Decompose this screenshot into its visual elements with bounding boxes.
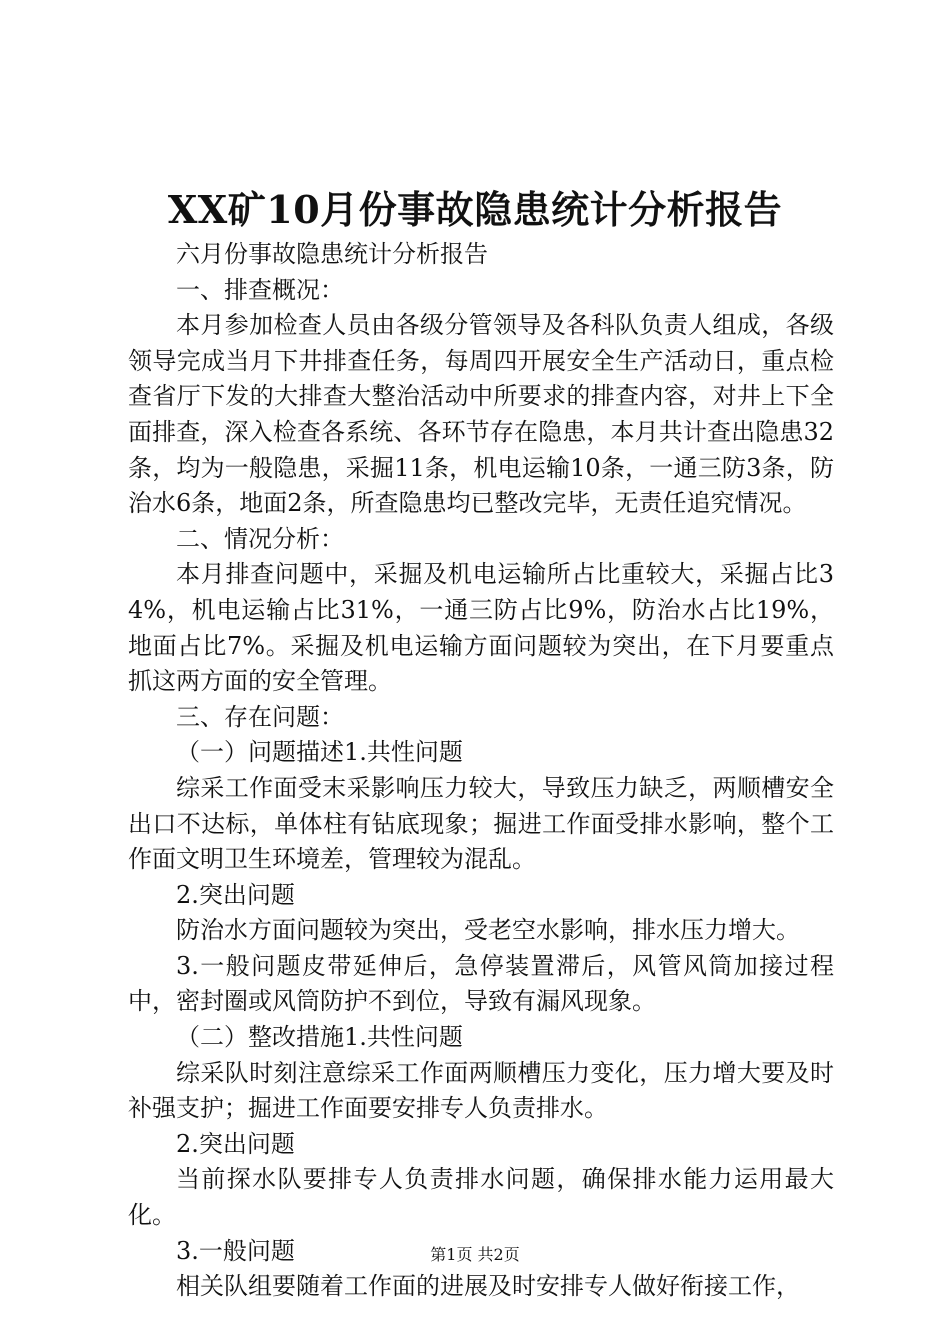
overview-paragraph: 本月参加检查人员由各级分管领导及各科队负责人组成，各级领导完成当月下井排查任务，每周四开展安全生产活动日，重点检查省厅下发的大排查大整治活动中所要求的排查内容，对井上下全面排查，深入检查各系统、各环节存在隐患，本月共计查出隐患32条，均为一般隐患，采掘11条，机电运输10条，一通三防3条，防治水6条，地面2条，所查隐患均已整改完毕，无责任追究情况。 [128,311,834,518]
common-problem-paragraph: 综采工作面受末采影响压力较大，导致压力缺乏，两顺槽安全出口不达标，单体柱有钻底现象；掘进工作面受排水影响，整个工作面文明卫生环境差，管理较为混乱。 [128,773,834,874]
section-heading-overview: 一、排查概况： [176,275,344,304]
prominent-measure-paragraph: 当前探水队要排专人负责排水问题，确保排水能力运用最大化。 [128,1165,834,1230]
section-heading-analysis: 二、情况分析： [176,524,344,553]
analysis-paragraph: 本月排查问题中，采掘及机电运输所占比重较大，采掘占比34%，机电运输占比31%，一通三防占比9%，防治水占比19%，地面占比7%。采掘及机电运输方面问题较为突出，在下月要重点抓这两方面的安全管理。 [128,560,834,696]
subheading-problem-description: （一）问题描述1.共性问题 [176,738,463,767]
prominent-problem-paragraph: 防治水方面问题较为突出，受老空水影响，排水压力增大。 [176,916,800,945]
subheading-prominent-problem: 2.突出问题 [176,880,295,909]
document-body [128,237,834,1305]
subtitle-paragraph: 六月份事故隐患统计分析报告 [176,240,488,268]
general-measure-paragraph: 相关队组要随着工作面的进展及时安排专人做好衔接工作， [176,1272,800,1301]
document-title: XX矿10月份事故隐患统计分析报告 [167,187,783,232]
page-footer: 第1页 共2页 [430,1245,520,1264]
section-heading-problems: 三、存在问题： [176,702,344,731]
common-measure-paragraph: 综采队时刻注意综采工作面两顺槽压力变化，压力增大要及时补强支护；掘进工作面要安排专人负责排水。 [128,1058,834,1123]
subheading-rectification: （二）整改措施1.共性问题 [176,1023,463,1052]
subheading-prominent-measure: 2.突出问题 [176,1129,295,1158]
subheading-general-measure: 3.一般问题 [176,1236,295,1265]
general-problem-paragraph: 3.一般问题皮带延伸后，急停装置滞后，风管风筒加接过程中，密封圈或风筒防护不到位，导致有漏风现象。 [128,951,834,1016]
